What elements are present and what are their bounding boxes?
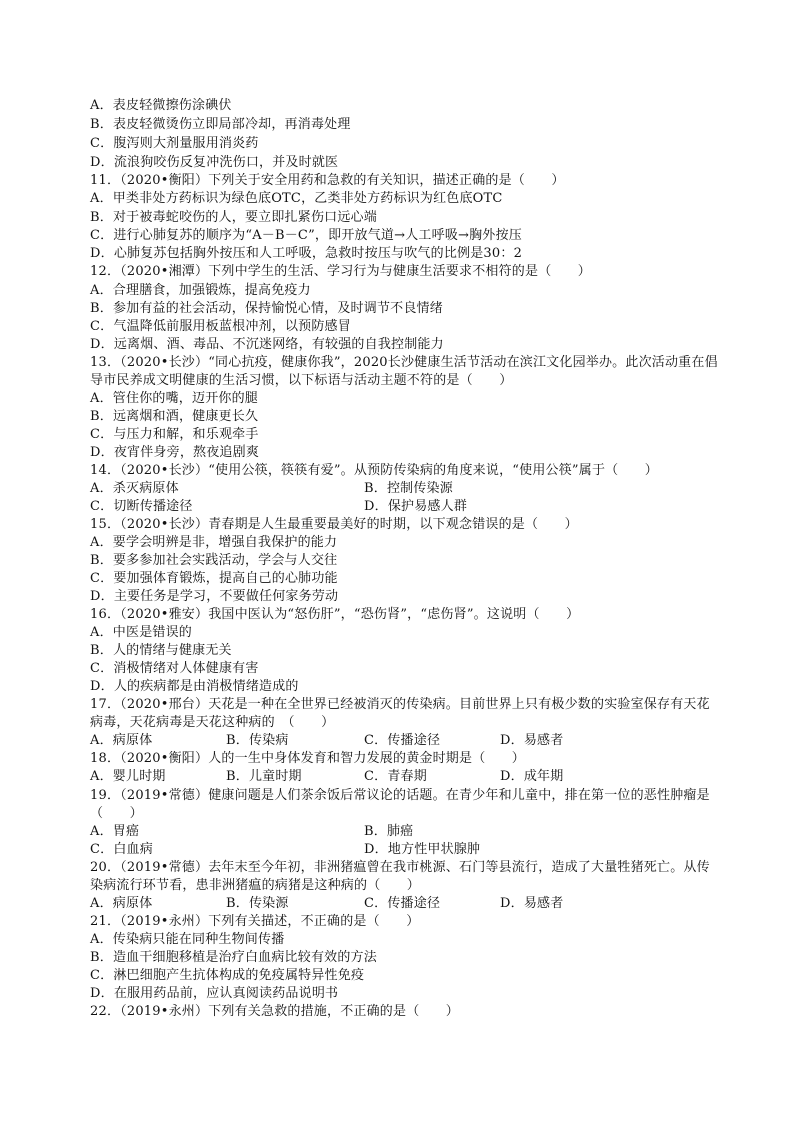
option-a: A．管住你的嘴，迈开你的腿	[90, 391, 258, 406]
option-b: B．肺癌	[364, 824, 414, 839]
option-a: A．病原体	[90, 896, 153, 911]
option-d: D．易感者	[500, 896, 564, 911]
option-a: A．甲类非处方药标识为绿色底OTC，乙类非处方药标识为红色底OTC	[90, 191, 503, 206]
question-21-stem: 21．（2019•永州）下列有关描述，不正确的是（ ）	[90, 914, 420, 929]
question-17-stem-cont: 病毒，天花病毒是天花这种病的 （ ）	[90, 715, 335, 730]
question-11-stem: 11．（2020•衡阳）下列关于安全用药和急救的有关知识，描述正确的是（ ）	[90, 173, 565, 188]
option-b: B．远离烟和酒，健康更长久	[90, 409, 259, 424]
option-c: C．气温降低前服用板蓝根冲剂，以预防感冒	[90, 319, 351, 334]
option-a: A．婴儿时期	[90, 769, 166, 784]
option-b: B．控制传染源	[364, 481, 453, 496]
option-b: B．参加有益的社会活动，保持愉悦心情，及时调节不良情绪	[90, 301, 443, 316]
question-20-stem: 20．（2019•常德）去年末至今年初，非洲猪瘟曾在我市桃源、石门等县流行，造成了大量牲猪死亡。从传	[90, 860, 710, 875]
option-b: B．对于被毒蛇咬伤的人，要立即扎紧伤口远心端	[90, 210, 377, 225]
option-b: B．人的情绪与健康无关	[90, 643, 232, 658]
question-19-stem: 19．（2019•常德）健康问题是人们茶余饭后常议论的话题。在青少年和儿童中，排在第一位的恶性肿瘤是	[90, 788, 710, 803]
option-b: B．传染源	[226, 896, 289, 911]
option-c: C．进行心肺复苏的顺序为“A－B－C”，即开放气道→人工呼吸→胸外按压	[90, 228, 522, 243]
option-a: A．传染病只能在同种生物间传播	[90, 932, 285, 947]
option-d: D．远离烟、酒、毒品、不沉迷网络，有较强的自我控制能力	[90, 337, 444, 352]
option-d: D．地方性甲状腺肿	[364, 842, 481, 857]
question-19-stem-cont: （ ）	[90, 806, 143, 821]
option-c: C．切断传播途径	[90, 499, 193, 514]
question-15-stem: 15．（2020•长沙）青春期是人生最重要最美好的时期，以下观念错误的是（ ）	[90, 517, 578, 532]
option-c: C．淋巴细胞产生抗体构成的免疫属特异性免疫	[90, 968, 365, 983]
question-20-stem-cont: 染病流行环节看，患非洲猪瘟的病猪是这种病的（ ）	[90, 878, 421, 893]
option-c: C．传播途径	[364, 733, 441, 748]
option-b: B．要多参加社会实践活动，学会与人交往	[90, 553, 338, 568]
question-22-stem: 22．（2019•永州）下列有关急救的措施，不正确的是（ ）	[90, 1004, 459, 1019]
option-a: A．合理膳食，加强锻炼，提高免疫力	[90, 283, 311, 298]
option-d: D．心肺复苏包括胸外按压和人工呼吸，急救时按压与吹气的比例是30：2	[90, 246, 523, 261]
option-c: C．消极情绪对人体健康有害	[90, 661, 259, 676]
question-12-stem: 12．（2020•湘潭）下列中学生的生活、学习行为与健康生活要求不相符的是（ ）	[90, 264, 591, 279]
option-a: A．胃癌	[90, 824, 140, 839]
option-d: D．保护易感人群	[364, 499, 468, 514]
question-13-stem: 13．（2020•长沙）“同心抗疫，健康你我”，2020长沙健康生活节活动在滨江文化园举办。此次活动重在倡	[90, 355, 718, 370]
option-b: B．儿童时期	[226, 769, 302, 784]
option-b: B．传染病	[226, 733, 289, 748]
option-a: A．中医是错误的	[90, 625, 192, 640]
option-c: C．与压力和解，和乐观牵手	[90, 427, 259, 442]
option-d: D．主要任务是学习，不要做任何家务劳动	[90, 589, 339, 604]
question-14-stem: 14．（2020•长沙）“使用公筷，筷筷有爱”。从预防传染病的角度来说，“使用公筷”属于（ ）	[90, 463, 658, 478]
option-d: D．成年期	[500, 769, 564, 784]
question-13-stem-cont: 导市民养成文明健康的生活习惯，以下标语与活动主题不符的是（ ）	[90, 373, 513, 388]
option-a: A．要学会明辨是非，增强自我保护的能力	[90, 535, 338, 550]
option-d: D．夜宵伴身旁，熬夜追剧爽	[90, 445, 260, 460]
option-b: B．表皮轻微烫伤立即局部冷却，再消毒处理	[90, 117, 351, 132]
option-d: D．人的疾病都是由消极情绪造成的	[90, 679, 299, 694]
option-d: D．流浪狗咬伤反复冲洗伤口，并及时就医	[90, 155, 339, 170]
option-c: C．要加强体育锻炼，提高自己的心肺功能	[90, 571, 338, 586]
option-a: A．杀灭病原体	[90, 481, 179, 496]
option-c: C．传播途径	[364, 896, 441, 911]
option-c: C．腹泻则大剂量服用消炎药	[90, 136, 259, 151]
option-c: C．白血病	[90, 842, 153, 857]
question-17-stem: 17．（2020•邢台）天花是一种在全世界已经被消灭的传染病。目前世界上只有极少数的实验室保存有天花	[90, 697, 710, 712]
option-c: C．青春期	[364, 769, 427, 784]
question-16-stem: 16．（2020•雅安）我国中医认为“怒伤肝”，“恐伤肾”，“虑伤肾”。这说明（ ）	[90, 607, 580, 622]
option-d: D．在服用药品前，应认真阅读药品说明书	[90, 986, 339, 1001]
question-18-stem: 18．（2020•衡阳）人的一生中身体发育和智力发展的黄金时期是（ ）	[90, 751, 525, 766]
option-b: B．造血干细胞移植是治疗白血病比较有效的方法	[90, 950, 377, 965]
option-a: A．病原体	[90, 733, 153, 748]
option-d: D．易感者	[500, 733, 564, 748]
option-a: A．表皮轻微擦伤涂碘伏	[90, 98, 232, 113]
